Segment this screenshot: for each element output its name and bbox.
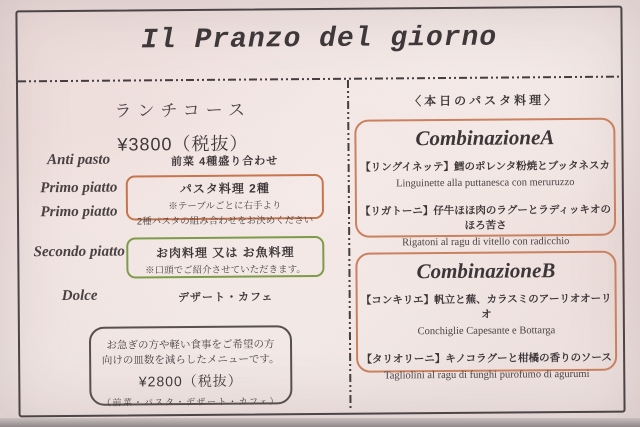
course-label-primo-1: Primo piatto xyxy=(40,179,118,197)
combo-a-item-1-jp: 【リングイネッテ】鱈のポレンタ粉焼とブッタネスカ xyxy=(360,159,611,174)
table-edge xyxy=(0,418,640,427)
pasta-of-the-day-heading: 〈本日のパスタ料理〉 xyxy=(409,93,560,109)
dolce-dish-text: デザート・カフェ xyxy=(177,291,274,305)
menu-outer-frame xyxy=(15,6,625,418)
light-menu-includes: （前菜・パスタ・デザート・カフェ） xyxy=(101,396,281,408)
light-menu-price: ¥2800（税抜） xyxy=(138,372,243,390)
antipasto-dish-text: 前菜 4種盛り合わせ xyxy=(170,155,279,169)
combo-a-item-1-it: Linguinette alla puttanesca con meruruzzo xyxy=(396,177,575,190)
course-label-dolce: Dolce xyxy=(61,287,98,305)
course-label-secondo: Secondo piatto xyxy=(33,243,125,261)
combinazione-b-box xyxy=(355,251,617,382)
lunch-course-price: ¥3800（税抜） xyxy=(117,133,249,155)
combo-a-item-2-it: Rigatoni al ragu di vitello con radicchio xyxy=(402,236,570,249)
combo-b-item-1-jp: 【コンキリエ】帆立と蕪、カラスミのアーリオオーリオ xyxy=(360,292,612,321)
title-divider-line xyxy=(18,76,621,83)
combinazione-a-box xyxy=(354,118,616,249)
light-menu-box xyxy=(89,325,293,406)
course-label-primo-2: Primo piatto xyxy=(40,203,118,221)
column-divider-line xyxy=(347,80,352,411)
combo-b-item-2-jp: 【タリオリーニ】キノコラグーと柑橘の香りのソース xyxy=(361,351,612,366)
secondo-box-note: ※口頭でご紹介させていただきます。 xyxy=(145,264,306,277)
antipasto-dish xyxy=(126,151,324,171)
combinazione-a-name: CombinazioneA xyxy=(415,125,555,151)
light-menu-line-1: お急ぎの方や軽い食事をご希望の方 xyxy=(106,338,275,352)
secondo-box-title: お肉料理 又は お魚料理 xyxy=(155,245,295,261)
light-menu-line-2: 向けの皿数を減らしたメニューです。 xyxy=(101,353,280,367)
combo-b-item-2-it: Tagliolini al ragu di funghi purofumo di agurumi xyxy=(384,368,590,382)
combo-a-item-2-jp: 【リガトーニ】仔牛ほほ肉のラグーとラディッキオのほろ苦さ xyxy=(359,203,612,232)
pasta-box-note-1: ※テーブルごとに右手より xyxy=(168,200,282,213)
secondo-course-box xyxy=(126,236,324,279)
pasta-course-box xyxy=(126,174,324,228)
pasta-box-title: パスタ料理 2種 xyxy=(179,181,270,197)
menu-title: Il Pranzo del giorno xyxy=(140,22,498,57)
pasta-box-note-2: 2種パスタの組み合わせをお決めください xyxy=(136,215,314,228)
lunch-course-heading: ランチコース xyxy=(114,100,251,121)
course-label-antipasto: Anti pasto xyxy=(47,151,111,169)
combo-b-item-1-it: Conchiglie Capesante e Bottarga xyxy=(417,325,556,338)
combinazione-b-name: CombinazioneB xyxy=(416,258,556,284)
dolce-dish xyxy=(127,287,325,307)
